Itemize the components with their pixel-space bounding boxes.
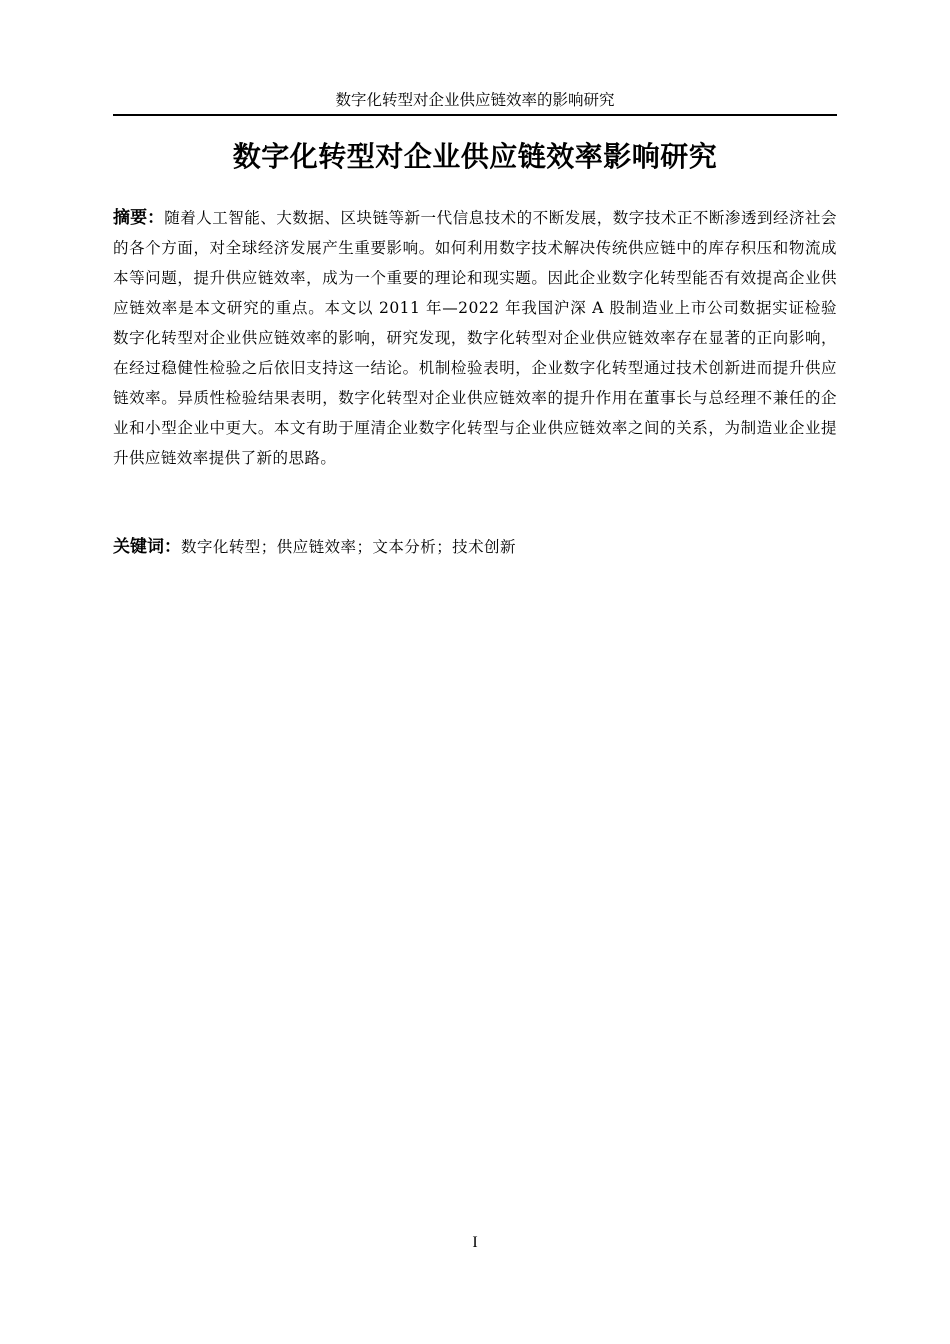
keywords-label: 关键词： — [113, 537, 181, 557]
abstract-paragraph — [113, 203, 837, 473]
keywords-line — [113, 532, 837, 562]
abstract-label: 摘要： — [113, 208, 165, 228]
running-header: 数字化转型对企业供应链效率的影响研究 — [335, 91, 615, 109]
keywords-text: 数字化转型；供应链效率；文本分析；技术创新 — [181, 538, 516, 556]
abstract-text: 随着人工智能、大数据、区块链等新一代信息技术的不断发展，数字技术正不断渗透到经济社会的各个方面，对全球经济发展产生重要影响。如何利用数字技术解决传统供应链中的库存积压和物流成本等问题，提升供应链效率，成为一个重要的理论和现实题。因此企业数字化转型能否有效提高企业供应链效率是本文研究的重点。本文以 2011 年—2022 年我国沪深 A 股制造业上市公司数据实证检验数字化转型对企业供应链效率的影响，研究发现，数字化转型对企业供应链效率存在显著的正向影响，在经过稳健性检验之后依旧支持这一结论。机制检验表明，企业数字化转型通过技术创新进而提升供应链效率。异质性检验结果表明，数字化转型对企业供应链效率的提升作用在董事长与总经理不兼任的企业和小型企业中更大。本文有助于厘清企业数字化转型与企业供应链效率之间的关系，为制造业企业提升供应链效率提供了新的思路。 — [113, 209, 838, 467]
paper-title: 数字化转型对企业供应链效率影响研究 — [232, 140, 718, 173]
header-rule — [113, 114, 837, 116]
page-number: I — [472, 1234, 478, 1251]
